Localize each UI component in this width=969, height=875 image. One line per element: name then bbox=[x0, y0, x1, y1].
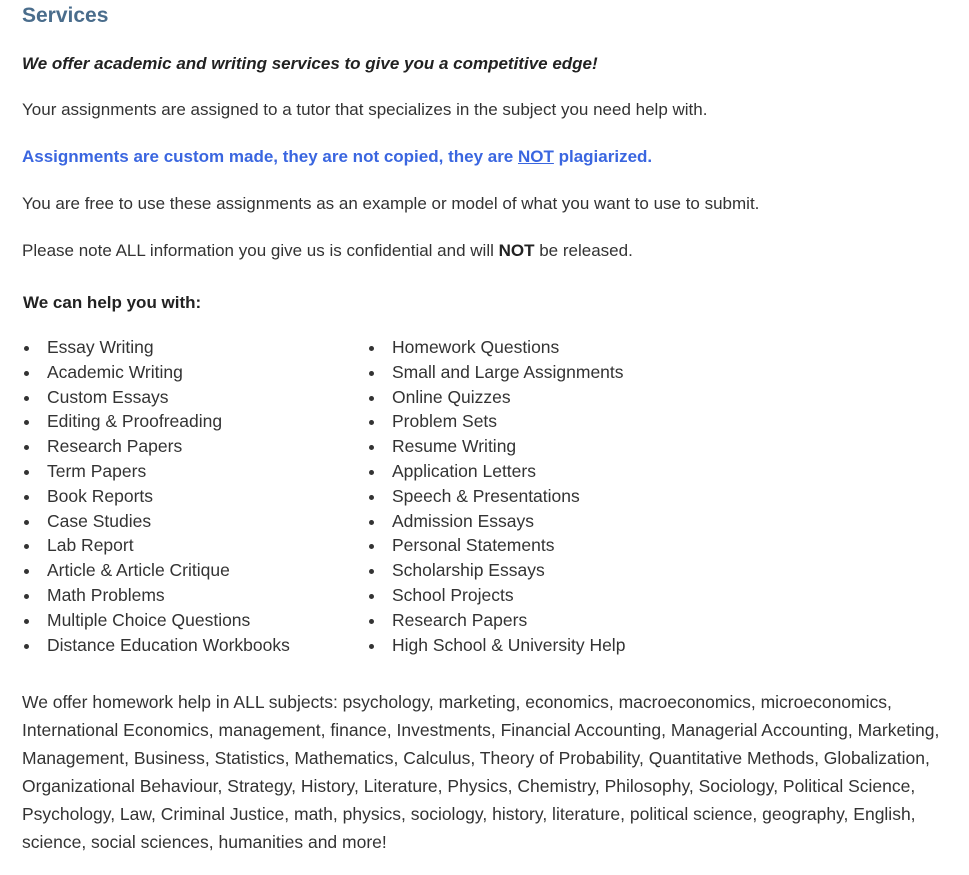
list-item: Problem Sets bbox=[367, 409, 625, 434]
list-item: Term Papers bbox=[22, 459, 290, 484]
confidential-before: Please note ALL information you give us is confidential and will bbox=[22, 241, 499, 260]
list-item: Admission Essays bbox=[367, 509, 625, 534]
page-title: Services bbox=[22, 4, 109, 27]
subjects-paragraph: We offer homework help in ALL subjects: psychology, marketing, economics, macroeconomics, microeconomics, International Economics, management, finance, Investments, Financial Accounting, Managerial Accounting, Marketing, Management, Business, Statistics, Mathematics, Calculus, Theory of Probability, Quantitative Methods, Globalization, Organizational Behaviour, Strategy, History, Literature, Physics, Chemistry, Philosophy, Sociology, Political Science, Psychology, Law, Criminal Justice, math, physics, sociology, history, literature, political science, geography, English, science, social sciences, humanities and more! bbox=[22, 692, 940, 852]
custom-notice-after: plagiarized. bbox=[553, 147, 653, 166]
list-item: Resume Writing bbox=[367, 434, 625, 459]
confidential-notice bbox=[22, 241, 633, 261]
list-item: Research Papers bbox=[367, 608, 625, 633]
list-item: Case Studies bbox=[22, 509, 290, 534]
list-item: Multiple Choice Questions bbox=[22, 608, 290, 633]
list-item: Essay Writing bbox=[22, 335, 290, 360]
not-plagiarized-link[interactable]: NOT bbox=[518, 147, 554, 166]
list-item: Online Quizzes bbox=[367, 385, 625, 410]
list-item: Scholarship Essays bbox=[367, 558, 625, 583]
list-item: Speech & Presentations bbox=[367, 484, 625, 509]
help-heading: We can help you with: bbox=[23, 293, 202, 312]
confidential-emphasis: NOT bbox=[498, 241, 535, 260]
list-item: High School & University Help bbox=[367, 633, 625, 658]
list-item: Lab Report bbox=[22, 533, 290, 558]
free-use-paragraph: You are free to use these assignments as an example or model of what you want to use to submit. bbox=[22, 194, 760, 213]
services-list-right bbox=[367, 335, 625, 657]
custom-notice bbox=[22, 147, 652, 167]
list-item: Book Reports bbox=[22, 484, 290, 509]
list-item: Personal Statements bbox=[367, 533, 625, 558]
list-item: Small and Large Assignments bbox=[367, 360, 625, 385]
list-item: School Projects bbox=[367, 583, 625, 608]
list-item: Academic Writing bbox=[22, 360, 290, 385]
tutor-paragraph: Your assignments are assigned to a tutor that specializes in the subject you need help with. bbox=[22, 100, 708, 119]
tagline: We offer academic and writing services to give you a competitive edge! bbox=[22, 54, 598, 73]
services-list-left bbox=[22, 335, 290, 657]
list-item: Math Problems bbox=[22, 583, 290, 608]
list-item: Editing & Proofreading bbox=[22, 409, 290, 434]
custom-notice-before: Assignments are custom made, they are not copied, they are bbox=[22, 147, 518, 166]
list-item: Research Papers bbox=[22, 434, 290, 459]
list-item: Article & Article Critique bbox=[22, 558, 290, 583]
confidential-after: be released. bbox=[534, 241, 633, 260]
list-item: Application Letters bbox=[367, 459, 625, 484]
list-item: Homework Questions bbox=[367, 335, 625, 360]
list-item: Custom Essays bbox=[22, 385, 290, 410]
list-item: Distance Education Workbooks bbox=[22, 633, 290, 658]
